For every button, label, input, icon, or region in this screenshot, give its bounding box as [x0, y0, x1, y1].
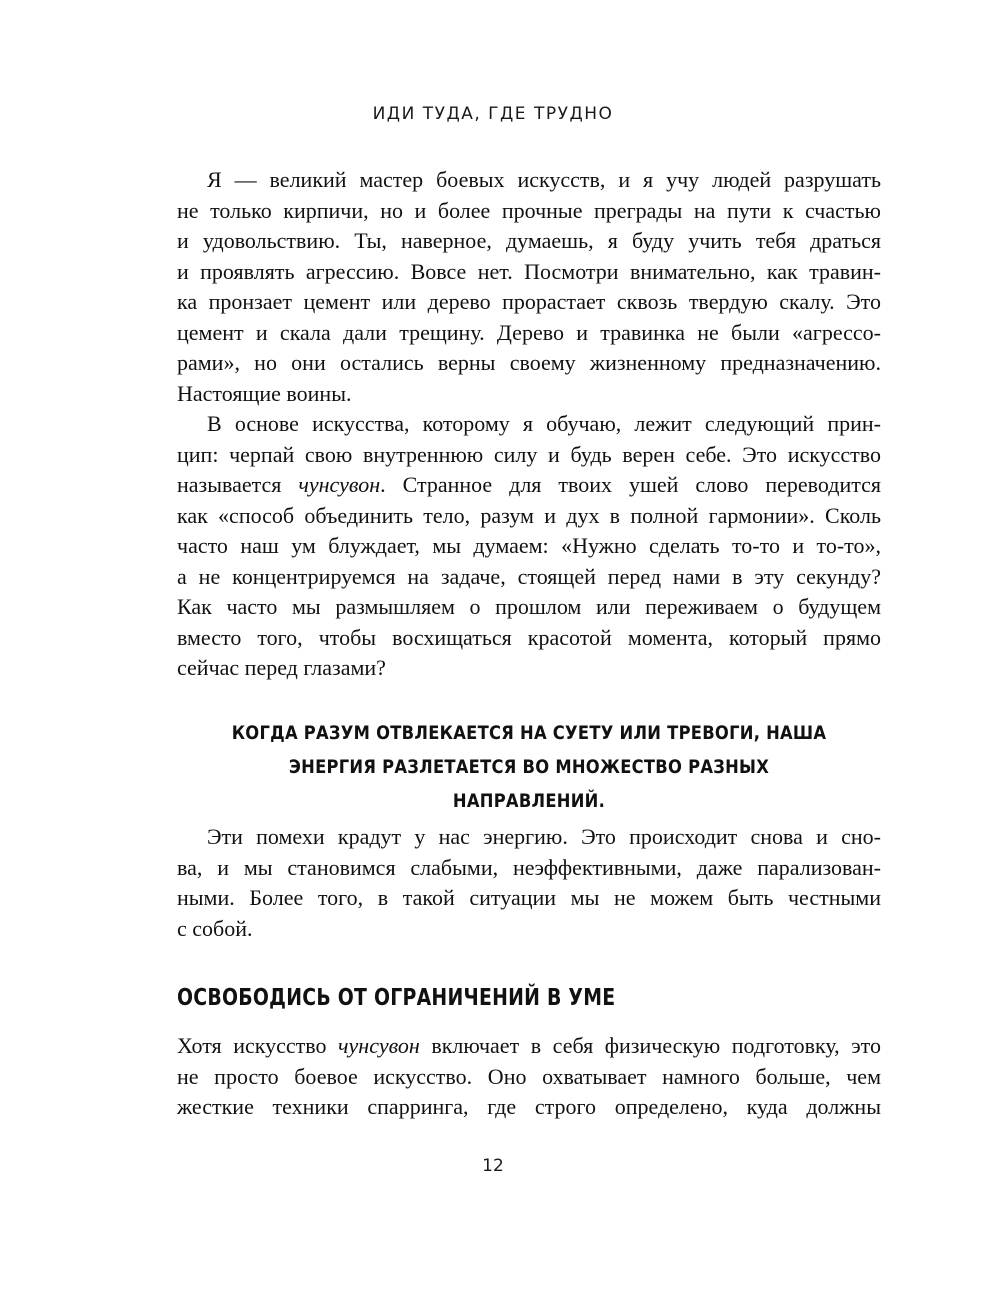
paragraph-3-line: с собой.: [177, 915, 253, 941]
pull-quote-line: КОГДА РАЗУМ ОТВЛЕКАЕТСЯ НА СУЕТУ ИЛИ ТРЕВОГИ, НАША: [231, 722, 827, 744]
paragraph-2-line: а не концентрируемся на задаче, стоящей перед нами в эту секунду?: [177, 563, 881, 589]
paragraph-2-line: как «способ объединить тело, разум и дух в полной гармонии». Сколь: [177, 502, 881, 528]
paragraph-1-line: ка пронзает цемент или дерево прорастает сквозь твердую скалу. Это: [177, 289, 881, 314]
paragraph-4-text: включает в себя физическую подготовку, это: [419, 1033, 881, 1058]
paragraph-3-line: ва, и мы становимся слабыми, неэффективными, даже парализован-: [177, 854, 881, 880]
paragraph-2-line: цип: черпай свою внутреннюю силу и будь верен себе. Это искусство: [177, 441, 881, 467]
paragraph-4-text: Хотя искусство: [177, 1033, 339, 1058]
paragraph-2-text: называется: [177, 472, 299, 497]
paragraph-1-line: и проявлять агрессию. Вовсе нет. Посмотри внимательно, как травин-: [177, 258, 881, 284]
paragraph-2-line: Как часто мы размышляем о прошлом или переживаем о будущем: [177, 594, 881, 619]
paragraph-1-line: Я — великий мастер боевых искусств, и я учу людей разрушать: [207, 167, 881, 192]
paragraph-2-line: В основе искусства, которому я обучаю, лежит следующий прин-: [207, 411, 881, 436]
paragraph-4-line: [177, 1031, 881, 1062]
paragraph-1-line: не только кирпичи, но и более прочные преграды на пути к счастью: [177, 197, 881, 223]
paragraph-2-line: часто наш ум блуждает, мы думаем: «Нужно сделать то-то и то-то»,: [177, 533, 881, 558]
paragraph-2-line: вместо того, чтобы восхищаться красотой момента, который прямо: [177, 624, 881, 650]
pull-quote: [226, 716, 831, 818]
paragraph-4-line: не просто боевое искусство. Оно охватывает намного больше, чем: [177, 1063, 881, 1089]
paragraph-1: [177, 165, 881, 409]
term-chunsuvon: чунсувон: [338, 1033, 420, 1058]
paragraph-2: [177, 409, 881, 684]
paragraph-1-line: и удовольствию. Ты, наверное, думаешь, я буду учить тебя драться: [177, 228, 881, 253]
paragraph-1-line: цемент и скала дали трещину. Дерево и травинка не были «агрессо-: [177, 319, 881, 345]
paragraph-1-line: Настоящие воины.: [177, 380, 352, 406]
paragraph-4: [177, 1031, 881, 1123]
paragraph-3-line: ными. Более того, в такой ситуации мы не можем быть честными: [177, 885, 881, 910]
paragraph-2-line: сейчас перед глазами?: [177, 655, 386, 680]
page-number: 12: [482, 1156, 504, 1176]
section-heading: ОСВОБОДИСЬ ОТ ОГРАНИЧЕНИЙ В УМЕ: [177, 985, 616, 1011]
paragraph-2-line: [177, 470, 881, 501]
pull-quote-line: ЭНЕРГИЯ РАЗЛЕТАЕТСЯ ВО МНОЖЕСТВО РАЗНЫХ НАПРАВЛЕНИЙ.: [288, 756, 770, 812]
running-head: ИДИ ТУДА, ГДЕ ТРУДНО: [372, 104, 614, 124]
paragraph-2-text: . Странное для твоих ушей слово переводится: [380, 472, 881, 497]
paragraph-3-line: Эти помехи крадут у нас энергию. Это происходит снова и сно-: [207, 824, 881, 849]
paragraph-4-line: жесткие техники спарринга, где строго определено, куда должны: [177, 1094, 881, 1119]
paragraph-1-line: рами», но они остались верны своему жизненному предназначению.: [177, 350, 881, 375]
paragraph-3: [177, 822, 881, 944]
term-chunsuvon: чунсувон: [298, 472, 381, 497]
